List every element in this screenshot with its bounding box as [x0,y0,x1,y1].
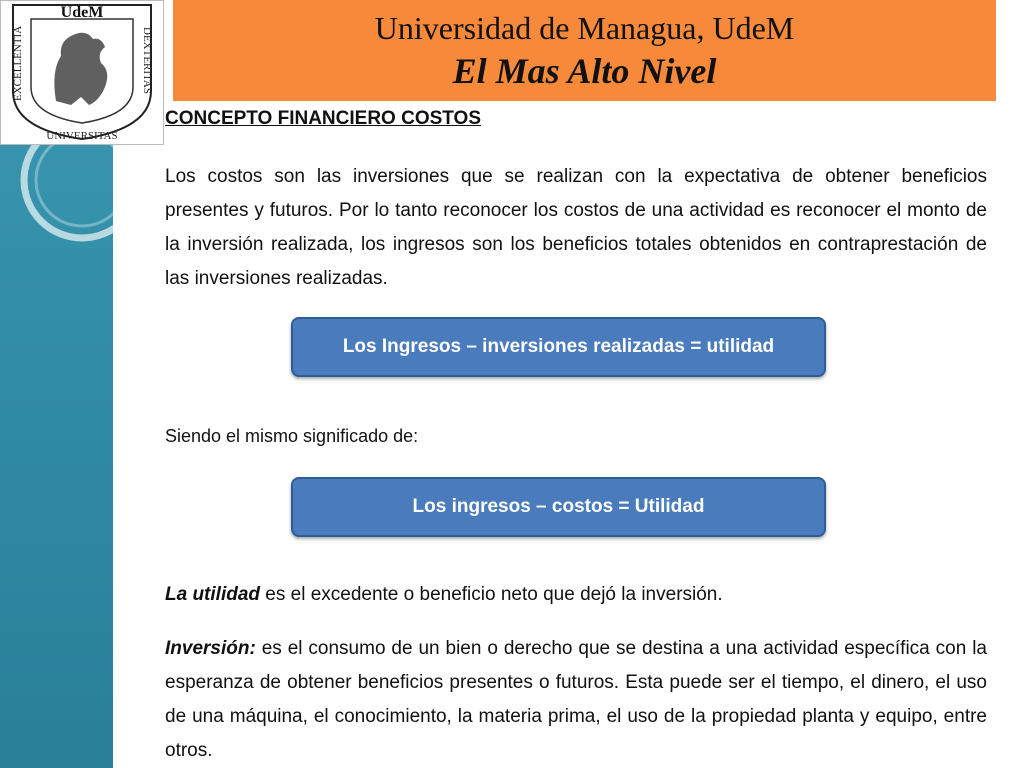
udem-logo [0,0,164,145]
formula-box-costos [291,477,826,537]
costos-paragraph: Los costos son las inversiones que se realizan con la expectativa de obtener beneficios presentes y futuros. Por lo tanto reconocer los costos de una actividad es reconocer el monto de la inversión realizada, los ingresos son los beneficios totales obtenidos en contraprestación de las inversiones realizadas. [165,166,987,289]
inversion-definition [165,632,987,768]
formula-text: Los ingresos – costos = Utilidad [412,496,705,517]
section-heading: CONCEPTO FINANCIERO COSTOS [165,108,481,129]
university-title: Universidad de Managua, UdeM [374,10,795,46]
logo-right-text: DEXTERITAS [141,27,153,94]
header-banner [173,0,996,101]
logo-top-text: UdeM [60,4,104,21]
slogan: El Mas Alto Nivel [452,51,717,91]
siendo-label: Siendo el mismo significado de: [165,426,419,446]
inversion-text: es el consumo de un bien o derecho que se destina a una actividad específica con la esperanza de obtener beneficios presentes o futuros. Esta puede ser el tiempo, el dinero, el uso de una máquina, el conocimiento, la materia prima, el uso de la propiedad planta y equipo, entre otros. [165,638,987,761]
inversion-term: Inversión: [165,638,256,659]
utilidad-term: La utilidad [165,584,260,605]
logo-bottom-text: UNIVERSITAS [46,130,118,142]
logo-left-text: EXCELLENTIA [12,25,24,101]
utilidad-definition [165,578,987,612]
formula-box-inversiones [291,317,826,377]
utilidad-text: es el excedente o beneficio neto que dejó la inversión. [260,584,723,605]
formula-text: Los Ingresos – inversiones realizadas = utilidad [342,336,775,357]
